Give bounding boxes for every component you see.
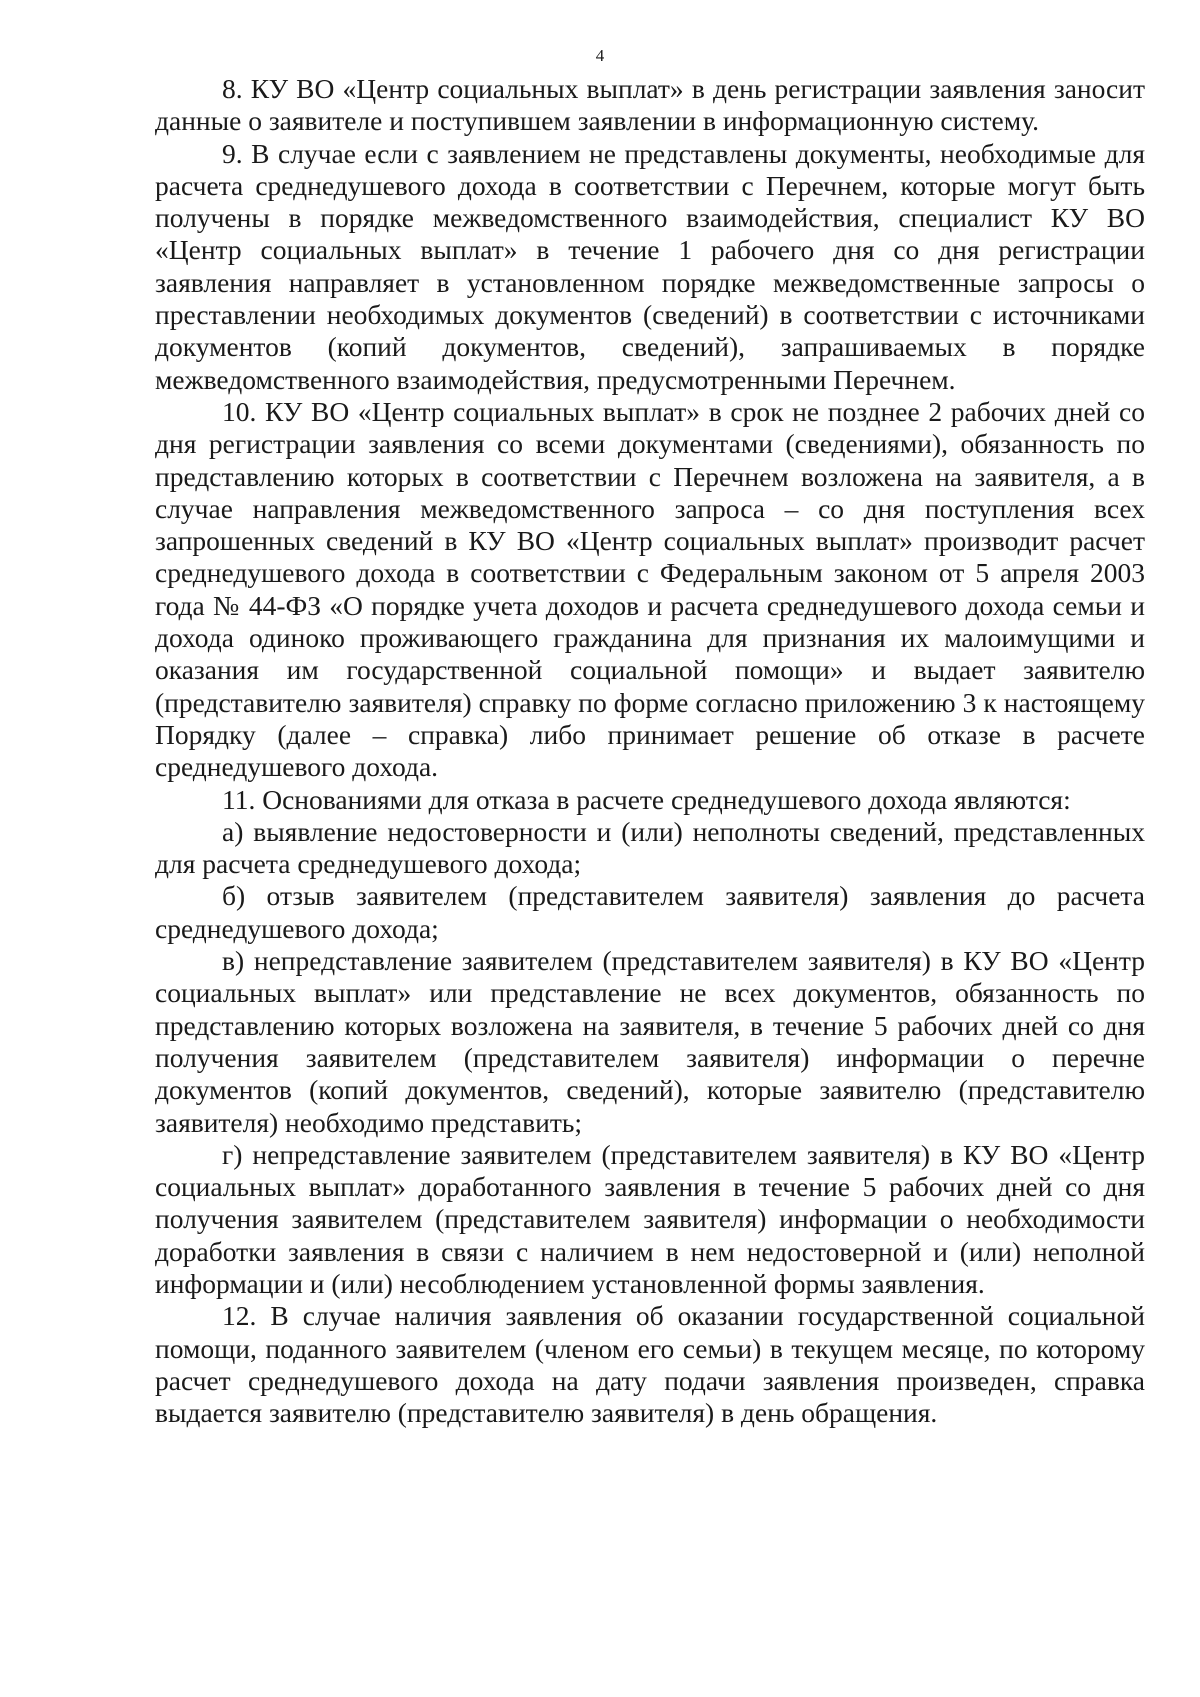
paragraph-10: 10. КУ ВО «Центр социальных выплат» в срок не позднее 2 рабочих дней со дня регистрации заявления со всеми документами (сведениями), обязанность по представлению которых в соответствии с Перечнем возложена на заявителя, а в случае направления межведомственного запроса – со дня поступления всех запрошенных сведений в КУ ВО «Центр социальных выплат» производит расчет среднедушевого дохода в соответствии с Федеральным законом от 5 апреля 2003 года № 44-ФЗ «О порядке учета доходов и расчета среднедушевого дохода семьи и дохода одиноко проживающего гражданина для признания их малоимущими и оказания им государственной социальной помощи» и выдает заявителю (представителю заявителя) справку по форме согласно приложению 3 к настоящему Порядку (далее – справка) либо принимает решение об отказе в расчете среднедушевого дохода. xyxy=(155,395,1145,783)
paragraph-11-v: в) непредставление заявителем (представителем заявителя) в КУ ВО «Центр социальных выплат» или представление не всех документов, обязанность по представлению которых возложена на заявителя, в течение 5 рабочих дней со дня получения заявителем (представителем заявителя) информации о перечне документов (копий документов, сведений), которые заявителю (представителю заявителя) необходимо представить; xyxy=(155,945,1145,1138)
paragraph-11-b: б) отзыв заявителем (представителем заявителя) заявления до расчета среднедушевого дохода; xyxy=(155,880,1145,944)
paragraph-12: 12. В случае наличия заявления об оказании государственной социальной помощи, поданного заявителем (членом его семьи) в текущем месяце, по которому расчет среднедушевого дохода на дату подачи заявления произведен, справка выдается заявителю (представителю заявителя) в день обращения. xyxy=(155,1300,1145,1429)
paragraph-11-a: а) выявление недостоверности и (или) неполноты сведений, представленных для расчета среднедушевого дохода; xyxy=(155,815,1145,880)
page-number: 4 xyxy=(595,46,605,65)
paragraph-9: 9. В случае если с заявлением не представлены документы, необходимые для расчета среднедушевого дохода в соответствии с Перечнем, которые могут быть получены в порядке межведомственного взаимодействия, специалист КУ ВО «Центр социальных выплат» в течение 1 рабочего дня со дня регистрации заявления направляет в установленном порядке межведомственные запросы о преставлении необходимых документов (сведений) в соответствии с источниками документов (копий документов, сведений), запрашиваемых в порядке межведомственного взаимодействия, предусмотренными Перечнем. xyxy=(155,137,1145,395)
paragraph-8: 8. КУ ВО «Центр социальных выплат» в день регистрации заявления заносит данные о заявителе и поступившем заявлении в информационную систему. xyxy=(155,73,1145,137)
paragraph-11-g: г) непредставление заявителем (представителем заявителя) в КУ ВО «Центр социальных выплат» доработанного заявления в течение 5 рабочих дней со дня получения заявителем (представителем заявителя) информации о необходимости доработки заявления в связи с наличием в нем недостоверной и (или) неполной информации и (или) несоблюдением установленной формы заявления. xyxy=(155,1138,1145,1299)
paragraph-11: 11. Основаниями для отказа в расчете среднедушевого дохода являются: xyxy=(222,783,1071,815)
document-body xyxy=(155,73,1145,1429)
